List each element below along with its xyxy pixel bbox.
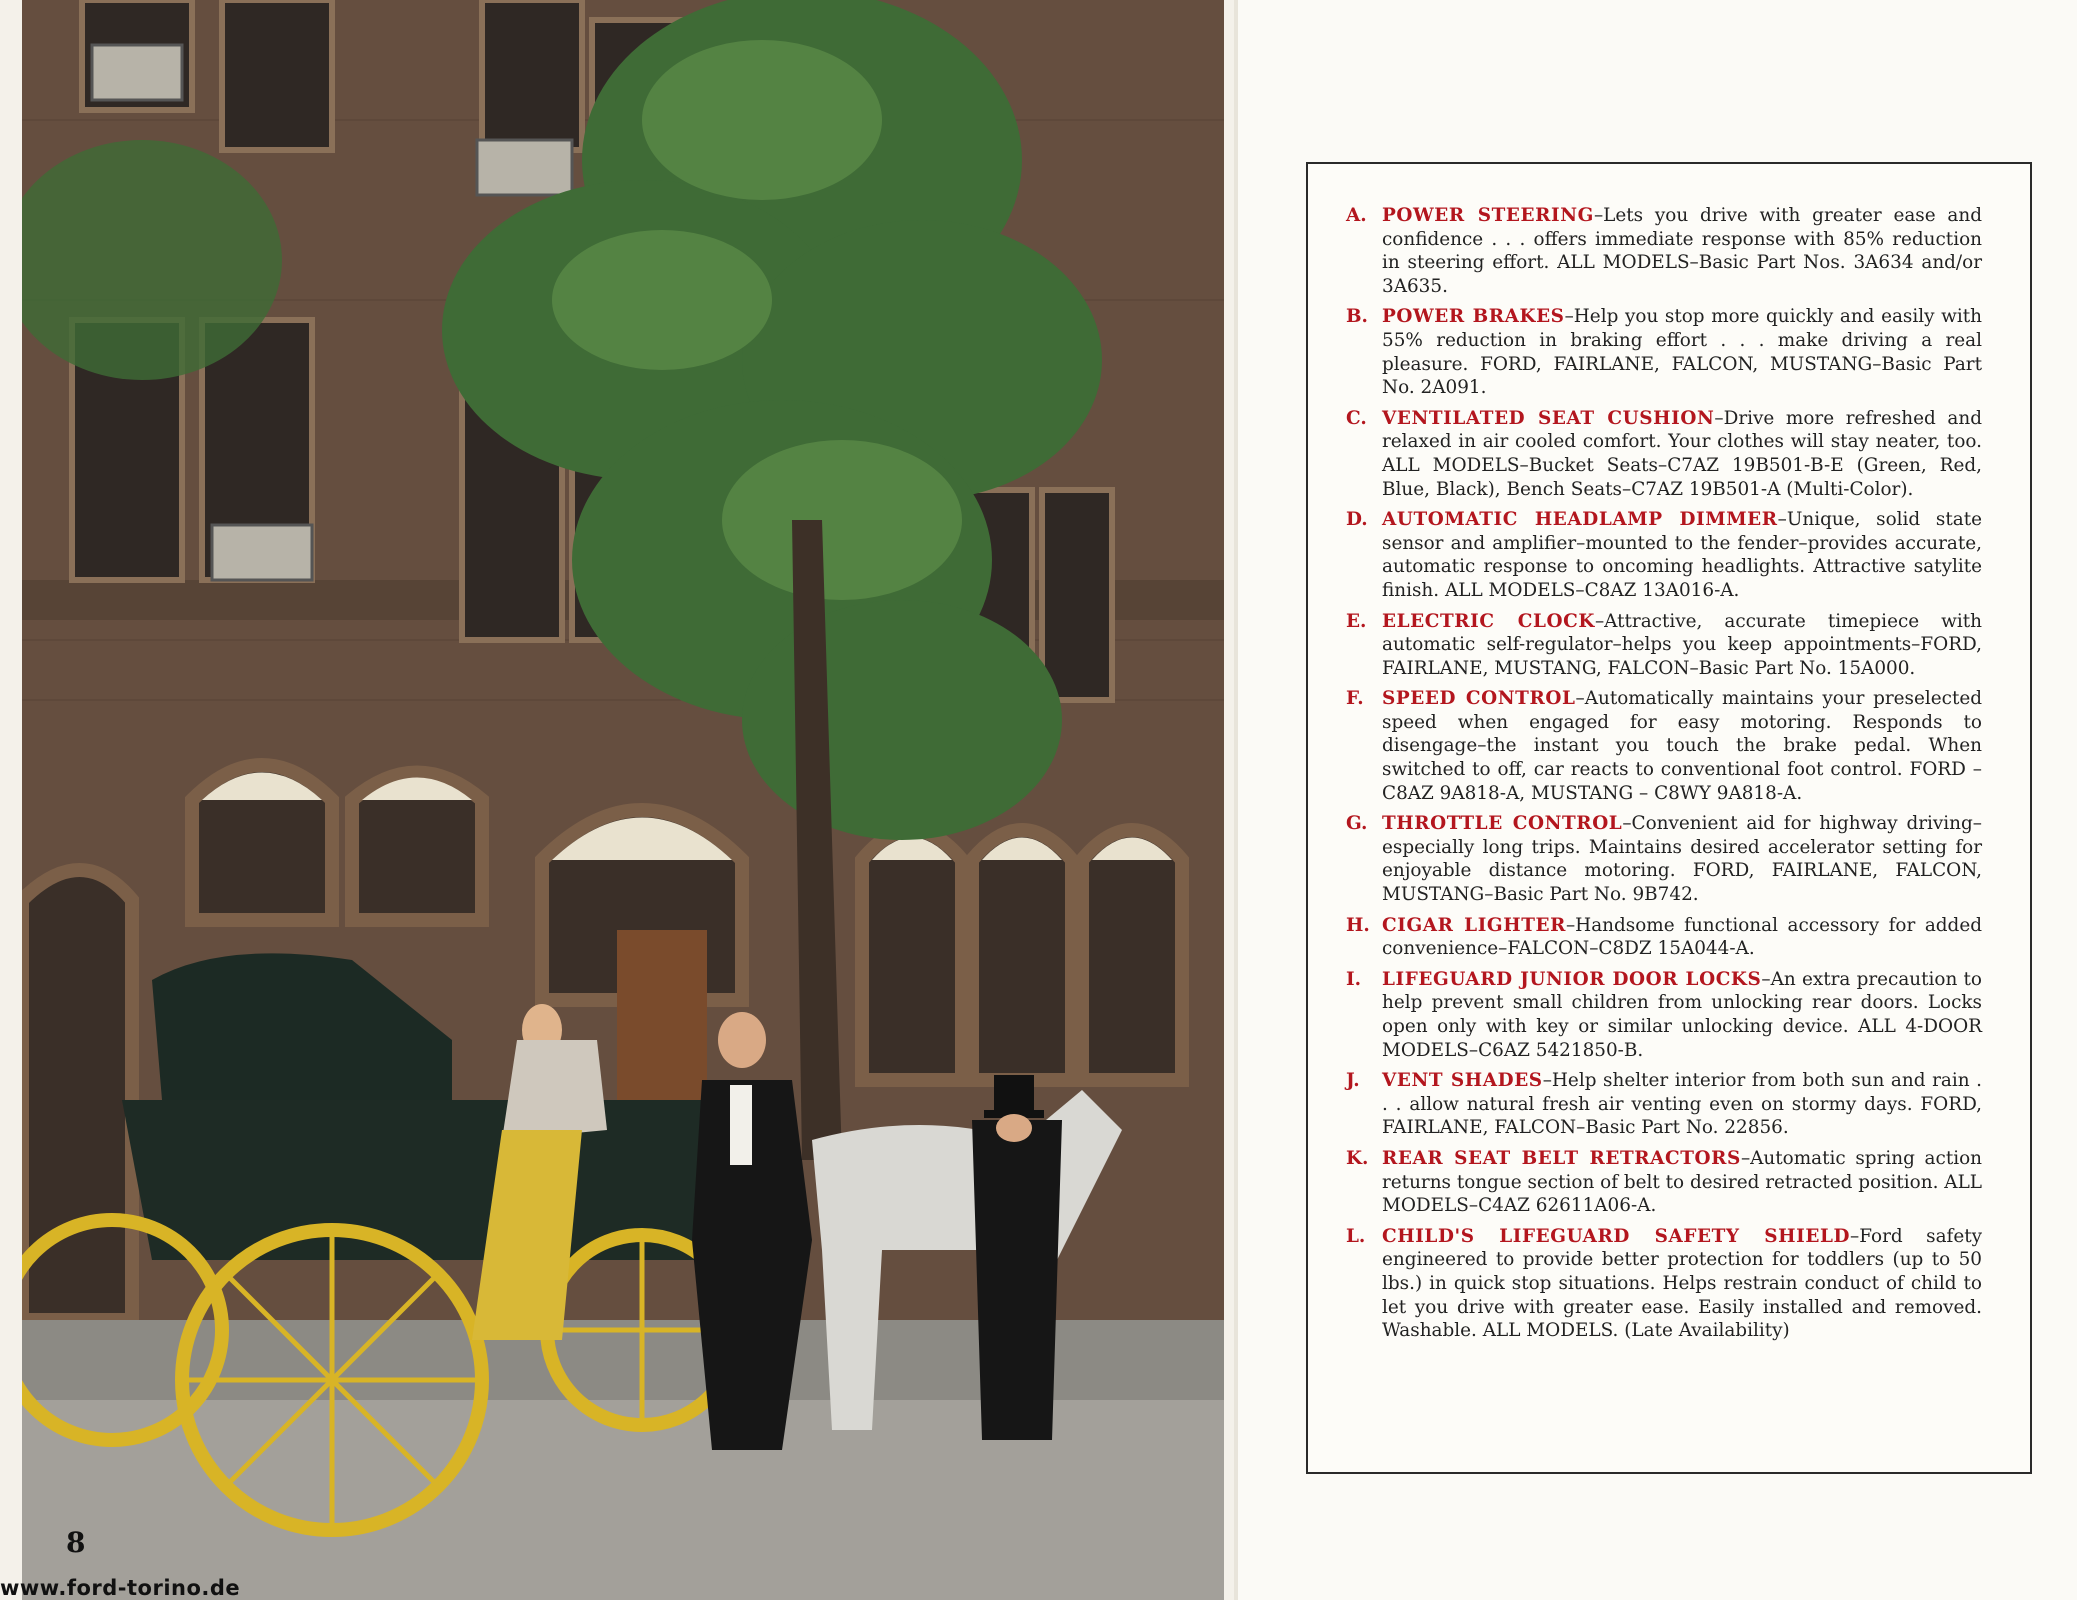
accessory-item-b [1346, 305, 1982, 399]
item-description: –Help shelter interior from both sun and rain . . . allow natural fresh air venting even on stormy days. FORD, FAIRLANE, FALCON–Basic Part No. 22856. [1382, 1070, 1982, 1139]
item-description: –Automatically maintains your preselected speed when engaged for easy motoring. Responds to disengage–the instant you touch the brake pedal. When switched to off, car reacts to conventional foot control. FORD – C8AZ 9A818-A, MUSTANG – C8WY 9A818-A. [1382, 688, 1982, 804]
item-description: –Handsome functional accessory for added convenience–FALCON–C8DZ 15A044-A. [1382, 914, 1982, 960]
page-number: 8 [66, 1526, 86, 1559]
carriage-street-photo [22, 0, 1224, 1600]
item-title: VENTILATED SEAT CUSHION [1382, 407, 1715, 429]
item-title: THROTTLE CONTROL [1382, 813, 1623, 835]
accessory-item-l [1346, 1225, 1982, 1343]
accessory-item-d [1346, 508, 1982, 602]
accessory-item-k [1346, 1147, 1982, 1218]
item-letter: F. [1346, 688, 1364, 710]
accessory-item-g [1346, 812, 1982, 906]
item-letter: H. [1346, 914, 1370, 936]
item-title: AUTOMATIC HEADLAMP DIMMER [1382, 509, 1778, 531]
item-description: –Automatic spring action returns tongue section of belt to desired retracted position. ALL MODELS–C4AZ 62611A06-A. [1382, 1147, 1983, 1217]
item-letter: J. [1346, 1070, 1360, 1092]
item-title: SPEED CONTROL [1382, 688, 1576, 710]
item-title: POWER STEERING [1382, 205, 1594, 226]
item-title: ELECTRIC CLOCK [1382, 610, 1595, 632]
accessory-item-h [1346, 914, 1982, 961]
item-title: REAR SEAT BELT RETRACTORS [1382, 1147, 1741, 1169]
accessory-item-f [1346, 687, 1982, 805]
item-title: VENT SHADES [1382, 1070, 1543, 1092]
accessory-item-a [1346, 204, 1982, 298]
item-letter: E. [1346, 610, 1367, 632]
item-letter: D. [1346, 509, 1368, 531]
accessory-item-i [1346, 968, 1982, 1062]
item-description: –Ford safety engineered to provide better protection for toddlers (up to 50 lbs.) in quick stop situations. Helps restrain conduct of child to let you drive with greater ease. Easily installed and removed. Washable. ALL MODELS. (Late Availability) [1382, 1225, 1982, 1342]
item-description: –Convenient aid for highway driving–especially long trips. Maintains desired accelerator setting for enjoyable distance motoring. FORD, FAIRLANE, FALCON, MUSTANG–Basic Part No. 9B742. [1382, 813, 1982, 906]
item-letter: K. [1346, 1147, 1369, 1169]
item-description: –Attractive, accurate timepiece with automatic self-regulator–helps you keep appointments–FORD, FAIRLANE, MUSTANG, FALCON–Basic Part No. 15A000. [1382, 610, 1982, 679]
item-letter: B. [1346, 306, 1368, 328]
item-letter: L. [1346, 1225, 1366, 1247]
item-letter: A. [1346, 205, 1367, 226]
accessory-list [1346, 204, 1982, 1350]
item-title: POWER BRAKES [1382, 306, 1565, 328]
item-description: –Help you stop more quickly and easily with 55% reduction in braking effort . . . make driving a real pleasure. FORD, FAIRLANE, FALCON, MUSTANG–Basic Part No. 2A091. [1382, 306, 1982, 399]
item-description: –Lets you drive with greater ease and confidence . . . offers immediate response with 85% reduction in steering effort. ALL MODELS–Basic Part Nos. 3A634 and/or 3A635. [1382, 205, 1982, 297]
item-letter: G. [1346, 813, 1368, 835]
item-title: LIFEGUARD JUNIOR DOOR LOCKS [1382, 968, 1762, 990]
item-description: –An extra precaution to help prevent small children from unlocking rear doors. Locks open only with key or similar unlocking device. ALL 4-DOOR MODELS–C6AZ 5421850-B. [1382, 968, 1982, 1061]
website-watermark: www.ford-torino.de [0, 1576, 241, 1600]
item-letter: C. [1346, 407, 1367, 429]
item-description: –Unique, solid state sensor and amplifier–mounted to the fender–provides accurate, automatic response to oncoming headlights. Attractive satylite finish. ALL MODELS–C8AZ 13A016-A. [1382, 509, 1982, 601]
item-title: CIGAR LIGHTER [1382, 914, 1566, 936]
accessory-item-c [1346, 407, 1982, 501]
item-letter: I. [1346, 968, 1362, 990]
accessory-item-e [1346, 610, 1982, 681]
item-description: –Drive more refreshed and relaxed in air cooled comfort. Your clothes will stay neater, too. ALL MODELS–Bucket Seats–C7AZ 19B501-B-E (Green, Red, Blue, Black), Bench Seats–C7AZ 19B501-A (Multi-Color). [1382, 407, 1982, 500]
accessory-item-j [1346, 1069, 1982, 1140]
item-title: CHILD'S LIFEGUARD SAFETY SHIELD [1382, 1225, 1851, 1247]
